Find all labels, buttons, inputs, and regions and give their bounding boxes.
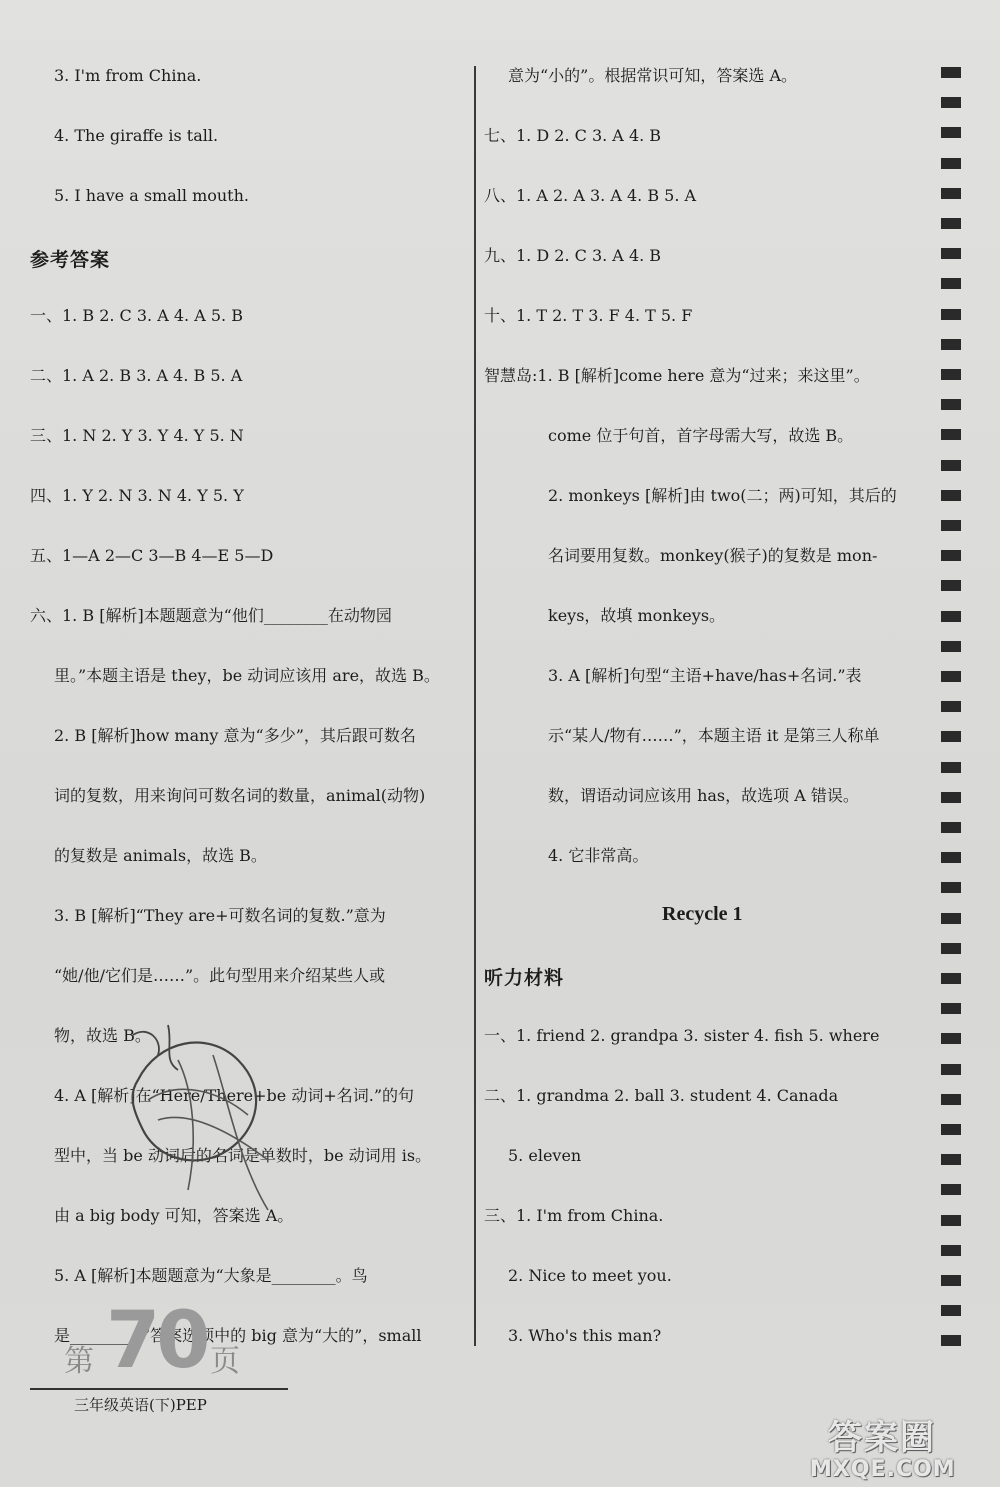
text-line: 七、1. D 2. C 3. A 4. B [484, 126, 662, 145]
binding-mark [941, 127, 961, 138]
binding-mark [941, 1154, 961, 1165]
text-line: 里。”本题主语是 they，be 动词应该用 are，故选 B。 [54, 666, 440, 685]
text-line: 2. monkeys [解析]由 two(二；两)可知，其后的 [548, 486, 897, 505]
binding-mark [941, 611, 961, 622]
binding-mark [941, 762, 961, 773]
text-line: 4. The giraffe is tall. [54, 126, 219, 145]
binding-mark [941, 701, 961, 712]
recycle-title: Recycle 1 [662, 903, 743, 925]
text-line: 4. 它非常高。 [548, 846, 649, 865]
binding-mark [941, 1124, 961, 1135]
text-line: 十、1. T 2. T 3. F 4. T 5. F [484, 306, 693, 325]
text-line: 2. Nice to meet you. [508, 1266, 672, 1285]
watermark-brand: 答案圈 [828, 1418, 936, 1458]
text-line: come 位于句首，首字母需大写，故选 B。 [548, 426, 854, 445]
binding-mark [941, 97, 961, 108]
binding-mark [941, 822, 961, 833]
section-heading-listening: 听力材料 [484, 967, 565, 989]
binding-mark [941, 1064, 961, 1075]
text-line: 是________。”答案选项中的 big 意为“大的”，small [54, 1326, 422, 1345]
binding-mark [941, 882, 961, 893]
binding-mark [941, 1305, 961, 1316]
text-line: 五、1—A 2—C 3—B 4—E 5—D [30, 546, 274, 565]
watermark-logo [810, 1410, 990, 1480]
binding-mark [941, 369, 961, 380]
section-heading-answers: 参考答案 [30, 249, 111, 271]
page-number-suffix: 页 [210, 1344, 240, 1379]
binding-mark [941, 1003, 961, 1014]
text-line: 八、1. A 2. A 3. A 4. B 5. A [484, 186, 697, 205]
binding-mark [941, 1094, 961, 1105]
binding-mark [941, 520, 961, 531]
text-line: 三、1. I'm from China. [484, 1206, 664, 1225]
text-line: 二、1. grandma 2. ball 3. student 4. Canada [484, 1086, 839, 1105]
text-line: 二、1. A 2. B 3. A 4. B 5. A [30, 366, 243, 385]
binding-mark [941, 1245, 961, 1256]
text-line: 词的复数，用来询问可数名词的数量，animal(动物) [54, 786, 426, 805]
binding-mark [941, 550, 961, 561]
binding-mark [941, 1184, 961, 1195]
text-line: 5. I have a small mouth. [54, 186, 249, 205]
text-line: 一、1. friend 2. grandpa 3. sister 4. fish 5. where [484, 1026, 880, 1045]
binding-mark [941, 158, 961, 169]
binding-mark [941, 943, 961, 954]
binding-mark [941, 973, 961, 984]
text-line: 智慧岛:1. B [解析]come here 意为“过来；来这里”。 [484, 366, 870, 385]
column-divider [474, 66, 476, 1346]
binding-mark [941, 1275, 961, 1286]
binding-mark [941, 852, 961, 863]
binding-mark [941, 731, 961, 742]
text-line: 4. A [解析]在“Here/There+be 动词+名词.”的句 [54, 1086, 415, 1105]
text-line: 由 a big body 可知，答案选 A。 [54, 1206, 294, 1225]
binding-mark [941, 1033, 961, 1044]
text-line: 示“某人/物有……”，本题主语 it 是第三人称单 [548, 726, 880, 745]
text-line: 意为“小的”。根据常识可知，答案选 A。 [508, 66, 798, 85]
footer-rule [30, 1388, 288, 1390]
text-line: 六、1. B [解析]本题题意为“他们________在动物园 [30, 606, 392, 625]
binding-mark [941, 339, 961, 350]
binding-mark [941, 913, 961, 924]
text-line: 一、1. B 2. C 3. A 4. A 5. B [30, 306, 243, 325]
binding-mark [941, 309, 961, 320]
binding-mark [941, 188, 961, 199]
text-line: 四、1. Y 2. N 3. N 4. Y 5. Y [30, 486, 244, 505]
text-line: 型中，当 be 动词后的名词是单数时，be 动词用 is。 [54, 1146, 432, 1165]
binding-mark [941, 490, 961, 501]
text-line: 数，谓语动词应该用 has，故选项 A 错误。 [548, 786, 859, 805]
text-line: 三、1. N 2. Y 3. Y 4. Y 5. N [30, 426, 244, 445]
text-line: 3. B [解析]“They are+可数名词的复数.”意为 [54, 906, 386, 925]
binding-mark [941, 399, 961, 410]
binding-mark [941, 641, 961, 652]
watermark-url: MXQE.COM [810, 1457, 956, 1482]
binding-mark [941, 1215, 961, 1226]
text-line: 2. B [解析]how many 意为“多少”，其后跟可数名 [54, 726, 416, 745]
binding-mark [941, 580, 961, 591]
binding-mark [941, 67, 961, 78]
text-line: 的复数是 animals，故选 B。 [54, 846, 267, 865]
text-line: 3. I'm from China. [54, 66, 202, 85]
text-line: 九、1. D 2. C 3. A 4. B [484, 246, 662, 265]
binding-mark [941, 460, 961, 471]
text-line: keys，故填 monkeys。 [548, 606, 726, 625]
binding-mark [941, 1335, 961, 1346]
binding-mark [941, 248, 961, 259]
binding-mark [941, 278, 961, 289]
text-line: 3. Who's this man? [508, 1326, 662, 1345]
text-line: 3. A [解析]句型“主语+have/has+名词.”表 [548, 666, 862, 685]
binding-mark [941, 218, 961, 229]
text-line: 5. eleven [508, 1146, 582, 1165]
text-line: “她/他/它们是……”。此句型用来介绍某些人或 [54, 966, 386, 985]
binding-mark [941, 429, 961, 440]
text-line: 5. A [解析]本题题意为“大象是________。鸟 [54, 1266, 368, 1285]
text-line: 名词要用复数。monkey(猴子)的复数是 mon- [548, 546, 878, 565]
binding-mark [941, 792, 961, 803]
footer-book-title: 三年级英语(下)PEP [74, 1396, 207, 1414]
binding-mark [941, 671, 961, 682]
page-number: 70 [106, 1296, 207, 1386]
text-line: 物，故选 B。 [54, 1026, 151, 1045]
pencil-scribble [118, 1020, 318, 1220]
page-number-prefix: 第 [64, 1344, 94, 1379]
